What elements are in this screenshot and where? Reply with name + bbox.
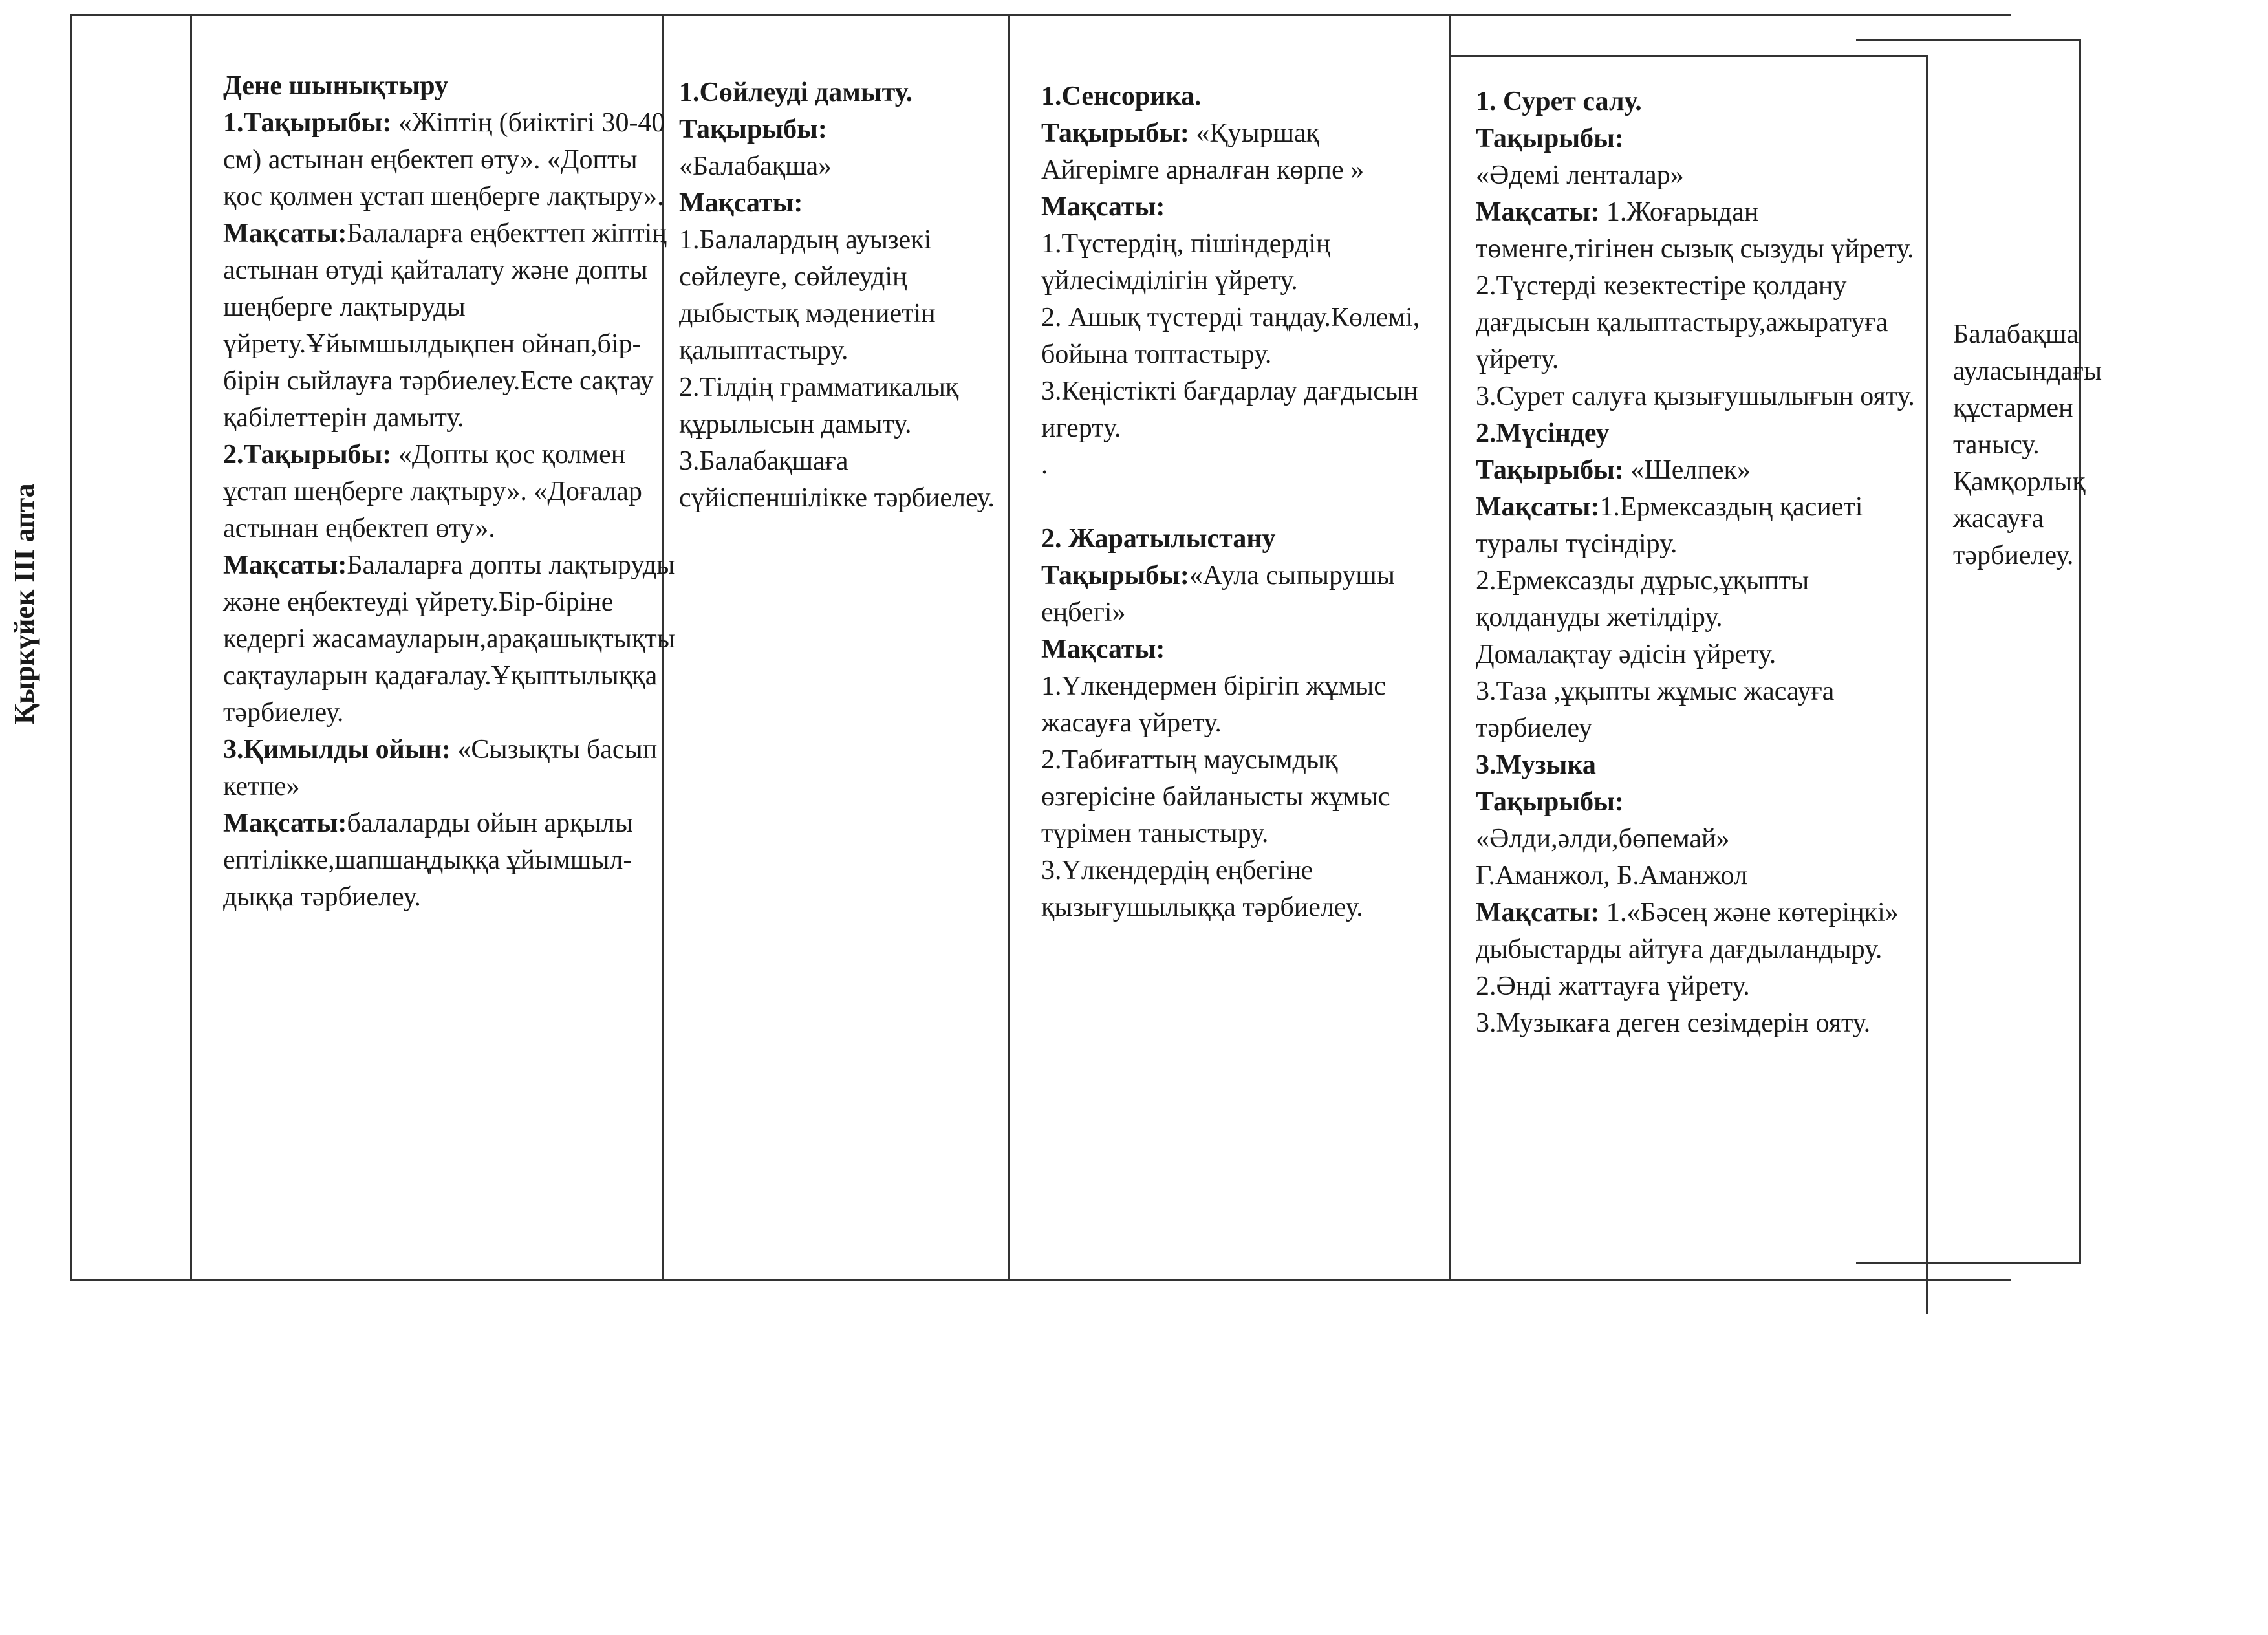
physical-cell bbox=[223, 31, 676, 916]
physical-goal2-label: Мақсаты: bbox=[223, 550, 347, 580]
art-goal-label: Мақсаты: bbox=[1476, 197, 1606, 227]
speech-goal-label: Мақсаты: bbox=[679, 188, 803, 218]
nature-topic-text: «Аула сыпырушы еңбегі» bbox=[1041, 561, 1395, 627]
physical-goal1-text: Балаларға еңбекттеп жіптің астынан өтуді қайталату және допты шеңберге лақтыруды үйрету.Ұйымшылдықпен ойнап,бір-бірін сыйлауға тәрбиелеу.Есте сақтау қабілеттерін дамыту. bbox=[223, 219, 667, 433]
sensory-title: 1.Сенсорика. bbox=[1041, 81, 1202, 111]
sensory-topic-text: «Қуыршақ Айгерімге арналған көрпе » bbox=[1041, 118, 1365, 185]
art-topic-label: Тақырыбы: bbox=[1476, 124, 1624, 153]
physical-goal1-label: Мақсаты: bbox=[223, 219, 347, 248]
sensory-goal-text: 1.Түстердің, пішіндердің үйлесімділігін үйрету. 2. Ашық түстерді таңдау.Көлемі, бойына топтастыру. 3.Кеңістікті бағдарлау дағдысын игерту. . bbox=[1041, 229, 1420, 480]
sculpt-goal-label: Мақсаты: bbox=[1476, 492, 1600, 522]
physical-topic2-text: «Допты қос қолмен ұстап шеңберге лақтыру». «Доғалар астынан еңбектеп өту». bbox=[223, 440, 642, 543]
sensory-goal-label: Мақсаты: bbox=[1041, 192, 1165, 222]
sculpt-topic-label: Тақырыбы: bbox=[1476, 455, 1631, 485]
art-goal-text: 1.Жоғарыдан төменге,тігінен сызық сызуды үйрету. 2.Түстерді кезектестіре қолдану дағдысын қалыптастыру,ажыратуға үйрету. 3.Сурет салуға қызығушылығын ояту. bbox=[1476, 197, 1915, 411]
physical-goal3-label: Мақсаты: bbox=[223, 808, 347, 838]
physical-goal3-text: балаларды ойын арқылы ептілікке,шапшаңдыққа ұйымшыл-дыққа тәрбиелеу. bbox=[223, 808, 633, 912]
week-column bbox=[72, 16, 192, 1279]
physical-title: Дене шынықтыру bbox=[223, 71, 449, 101]
physical-topic1-label: 1.Тақырыбы: bbox=[223, 108, 398, 138]
music-topic-label: Тақырыбы: bbox=[1476, 787, 1624, 817]
sculpt-title: 2.Мүсіндеу bbox=[1476, 418, 1610, 448]
music-goal-label: Мақсаты: bbox=[1476, 898, 1606, 927]
sculpt-goal-text: 1.Ермексаздың қасиеті туралы түсіндіру. 2.Ермексазды дұрыс,ұқыпты қолдануды жетілдіру. Домалақтау әдісін үйрету. 3.Таза ,ұқыпты жұмыс жасауға тәрбиелеу bbox=[1476, 492, 1863, 743]
nature-topic-label: Тақырыбы: bbox=[1041, 561, 1189, 590]
music-goal-text: 1.«Бәсең және көтеріңкі» дыбыстарды айтуға дағдыландыру. 2.Әнді жаттауға үйрету. 3.Музыкаға деген сезімдерін ояту. bbox=[1476, 898, 1899, 1038]
speech-goal-text: 1.Балалардың ауызекі сөйлеуге, сөйлеудің дыбыстық мәдениетін қалыптастыру. 2.Тілдің грамматикалық құрылысын дамыту. 3.Балабақшаға сүйіспеншілікке тәрбиелеу. bbox=[679, 225, 995, 513]
physical-topic1-text: «Жіптің (биіктігі 30-40 см) астынан еңбектеп өту». «Допты қос қолмен ұстап шеңберге лақтыру». bbox=[223, 108, 665, 211]
nature-goal-label: Мақсаты: bbox=[1041, 634, 1165, 664]
art-title: 1. Сурет салу. bbox=[1476, 87, 1642, 116]
physical-topic2-label: 2.Тақырыбы: bbox=[223, 440, 398, 470]
speech-topic-text: «Балабақша» bbox=[679, 151, 832, 181]
music-title: 3.Музыка bbox=[1476, 750, 1596, 780]
music-topic-text: «Әлди,әлди,бөпемай» Г.Аманжол, Б.Аманжол bbox=[1476, 824, 1747, 891]
sensory-topic-label: Тақырыбы: bbox=[1041, 118, 1196, 148]
physical-game-text: «Сызықты басып кетпе» bbox=[223, 735, 658, 801]
nature-title: 2. Жаратылыстану bbox=[1041, 524, 1276, 554]
week-label: Қыркүйек ІІІ апта bbox=[8, 483, 40, 724]
art-topic-text: «Әдемі ленталар» bbox=[1476, 160, 1684, 190]
art-cell bbox=[1476, 47, 1928, 1042]
environment-cell bbox=[1953, 279, 2102, 574]
physical-goal2-text: Балаларға допты лақтыруды және еңбектеуді үйрету.Бір-біріне кедергі жасамауларын,арақашықтықты сақтауларын қадағалау.Ұқыптылыққа тәрбиелеу. bbox=[223, 550, 675, 728]
sculpt-topic-text: «Шелпек» bbox=[1630, 455, 1751, 485]
sensory-cell bbox=[1041, 41, 1429, 926]
speech-cell bbox=[679, 38, 1009, 517]
nature-goal-text: 1.Үлкендермен бірігіп жұмыс жасауға үйрету. 2.Табиғаттың маусымдық өзгерісіне байланысты жұмыс түрімен таныстыру. 3.Үлкендердің еңбегіне қызығушылыққа тәрбиелеу. bbox=[1041, 671, 1390, 922]
speech-title: 1.Сөйлеуді дамыту. bbox=[679, 78, 913, 107]
speech-topic-label: Тақырыбы: bbox=[679, 114, 827, 144]
environment-text: Балабақша ауласындағы құстармен танысу. Қамқорлық жасауға тәрбиелеу. bbox=[1953, 319, 2102, 570]
physical-game-label: 3.Қимылды ойын: bbox=[223, 735, 458, 764]
